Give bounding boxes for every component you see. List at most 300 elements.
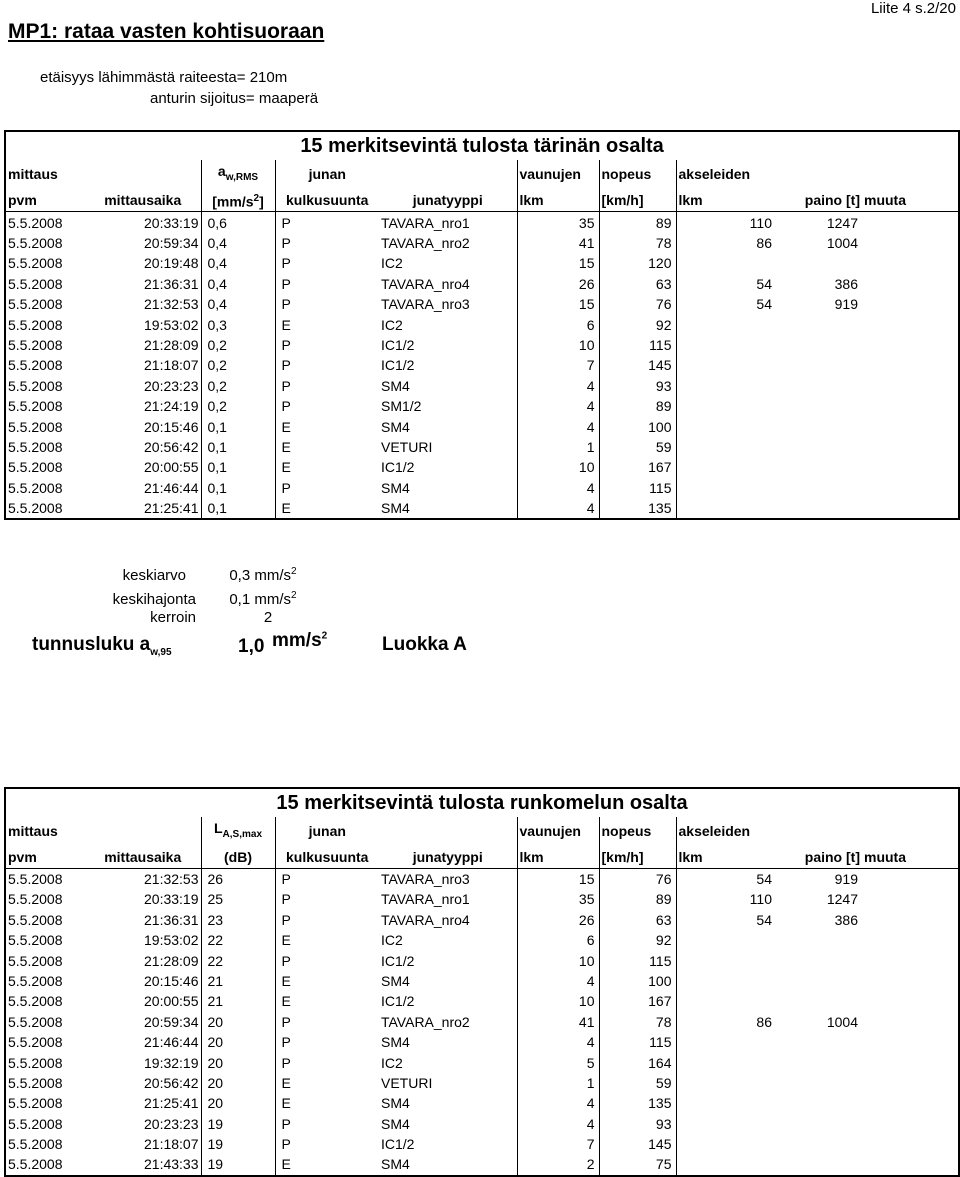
table-cell: 35 bbox=[517, 889, 599, 909]
header-cell: pvm bbox=[5, 189, 85, 212]
table-cell: 5.5.2008 bbox=[8, 1136, 63, 1153]
table-cell: TAVARA_nro2 bbox=[381, 235, 470, 252]
page-reference: Liite 4 s.2/20 bbox=[870, 0, 956, 17]
placement-info bbox=[150, 90, 318, 107]
table-cell: IC2 bbox=[381, 1054, 403, 1071]
table-row bbox=[5, 991, 959, 1011]
table-cell: 0,4 bbox=[201, 274, 275, 294]
key-figure-value: 1,0 bbox=[238, 636, 265, 657]
table-cell: 89 bbox=[599, 889, 676, 909]
table-cell: 10 bbox=[517, 991, 599, 1011]
header-cell: junatyyppi bbox=[379, 846, 517, 869]
table-cell bbox=[776, 950, 862, 970]
table-cell: 0,2 bbox=[201, 335, 275, 355]
table-cell: 100 bbox=[599, 971, 676, 991]
table-cell: 20 bbox=[201, 1012, 275, 1032]
table-cell: 4 bbox=[517, 396, 599, 416]
header-cell: lkm bbox=[517, 846, 599, 869]
table-cell: 5.5.2008 bbox=[8, 255, 63, 272]
table-cell bbox=[676, 376, 776, 396]
table-cell: SM4 bbox=[381, 972, 410, 989]
header-cell: pvm bbox=[5, 846, 85, 869]
header-cell: nopeus bbox=[599, 817, 676, 846]
table-cell: 26 bbox=[517, 910, 599, 930]
table-cell: P bbox=[275, 253, 379, 273]
table-cell: IC2 bbox=[381, 255, 403, 272]
table-cell: 86 bbox=[676, 233, 776, 253]
table-cell: 20:59:34 bbox=[144, 1013, 199, 1030]
table-cell: 5.5.2008 bbox=[8, 1013, 63, 1030]
table-cell: 20 bbox=[201, 1073, 275, 1093]
table-row bbox=[5, 910, 959, 930]
header-cell: muuta bbox=[862, 189, 959, 212]
table-cell: 386 bbox=[834, 275, 858, 292]
table-cell bbox=[862, 274, 959, 294]
table-cell: 20:15:46 bbox=[144, 418, 199, 435]
table-cell: 20:00:55 bbox=[144, 459, 199, 476]
header-cell: junan bbox=[275, 160, 379, 189]
table-cell: 19:53:02 bbox=[144, 932, 199, 949]
table-cell: 0,2 bbox=[201, 355, 275, 375]
header-cell bbox=[862, 817, 959, 846]
table-cell: 10 bbox=[517, 457, 599, 477]
table-cell: P bbox=[275, 910, 379, 930]
table-cell: 5.5.2008 bbox=[8, 316, 63, 333]
mean-unit: $mm/s^2$ bbox=[254, 566, 297, 584]
noise-header-row-2 bbox=[5, 846, 959, 869]
table-cell: 21:18:07 bbox=[144, 1136, 199, 1153]
table-cell bbox=[676, 396, 776, 416]
table-cell bbox=[676, 971, 776, 991]
table-cell bbox=[676, 1093, 776, 1113]
table-cell: P bbox=[275, 376, 379, 396]
table-cell: P bbox=[275, 233, 379, 253]
table-cell: P bbox=[275, 1113, 379, 1133]
table-cell bbox=[862, 1154, 959, 1175]
table-cell: 0,6 bbox=[201, 212, 275, 233]
table-cell bbox=[862, 212, 959, 233]
table-cell: 1004 bbox=[826, 1013, 858, 1030]
table-cell: 919 bbox=[834, 296, 858, 313]
table-row bbox=[5, 294, 959, 314]
table-cell: 5.5.2008 bbox=[8, 1034, 63, 1051]
noise-table bbox=[4, 787, 960, 1177]
table-cell: 21:46:44 bbox=[144, 1034, 199, 1051]
vibration-table bbox=[4, 130, 960, 520]
header-cell bbox=[776, 160, 862, 189]
table-cell bbox=[676, 1113, 776, 1133]
table-cell: TAVARA_nro2 bbox=[381, 1013, 470, 1030]
table-cell: SM4 bbox=[381, 1156, 410, 1173]
table-cell: IC1/2 bbox=[381, 1136, 415, 1153]
table-cell: 5.5.2008 bbox=[8, 418, 63, 435]
table-cell: 6 bbox=[517, 314, 599, 334]
table-cell: 21:25:41 bbox=[144, 500, 199, 517]
table-cell bbox=[862, 437, 959, 457]
table-cell bbox=[776, 314, 862, 334]
table-cell: 5.5.2008 bbox=[8, 972, 63, 989]
table-cell bbox=[676, 1154, 776, 1175]
table-cell: 5.5.2008 bbox=[8, 500, 63, 517]
table-row bbox=[5, 396, 959, 416]
table-cell: 21:46:44 bbox=[144, 479, 199, 496]
table-cell: 0,2 bbox=[201, 376, 275, 396]
header-cell: paino [t] bbox=[776, 846, 862, 869]
table-cell: 5.5.2008 bbox=[8, 1115, 63, 1132]
table-cell: 23 bbox=[201, 910, 275, 930]
table-cell: SM4 bbox=[381, 377, 410, 394]
table-cell: SM1/2 bbox=[381, 398, 422, 415]
header-cell: mittausaika bbox=[85, 846, 201, 869]
table-cell bbox=[676, 457, 776, 477]
table-cell bbox=[676, 1052, 776, 1072]
table-cell bbox=[862, 1052, 959, 1072]
table-cell bbox=[862, 1113, 959, 1133]
page-title: MP1: rataa vasten kohtisuoraan bbox=[8, 20, 325, 43]
table-cell: 22 bbox=[201, 930, 275, 950]
header-cell-aw: $a_{w,RMS}$ bbox=[201, 160, 275, 189]
table-cell: SM4 bbox=[381, 418, 410, 435]
table-cell: TAVARA_nro4 bbox=[381, 275, 470, 292]
table-cell bbox=[676, 498, 776, 519]
table-cell: IC1/2 bbox=[381, 952, 415, 969]
table-row bbox=[5, 253, 959, 273]
table-cell: VETURI bbox=[381, 438, 433, 455]
table-cell bbox=[862, 478, 959, 498]
table-cell: 5.5.2008 bbox=[8, 952, 63, 969]
table-cell: 0,4 bbox=[201, 294, 275, 314]
table-cell: P bbox=[275, 868, 379, 889]
table-cell: 63 bbox=[599, 274, 676, 294]
table-cell bbox=[862, 1012, 959, 1032]
table-cell: 21:32:53 bbox=[144, 296, 199, 313]
table-cell: 21:28:09 bbox=[144, 952, 199, 969]
table-cell: 78 bbox=[599, 233, 676, 253]
header-cell bbox=[379, 160, 517, 189]
table-cell: E bbox=[275, 437, 379, 457]
table-row bbox=[5, 233, 959, 253]
table-cell: 5.5.2008 bbox=[8, 235, 63, 252]
table-cell bbox=[776, 437, 862, 457]
table-cell: 115 bbox=[599, 335, 676, 355]
table-row bbox=[5, 1073, 959, 1093]
table-cell: 5.5.2008 bbox=[8, 296, 63, 313]
table-cell: 54 bbox=[676, 868, 776, 889]
table-cell: 54 bbox=[676, 294, 776, 314]
table-cell: 110 bbox=[676, 212, 776, 233]
table-cell: 115 bbox=[599, 1032, 676, 1052]
header-cell: lkm bbox=[676, 846, 776, 869]
table-row bbox=[5, 478, 959, 498]
table-row bbox=[5, 950, 959, 970]
table-cell bbox=[862, 1073, 959, 1093]
table-cell: E bbox=[275, 498, 379, 519]
table-row bbox=[5, 868, 959, 889]
table-row bbox=[5, 889, 959, 909]
vibration-header-row-2 bbox=[5, 189, 959, 212]
table-cell: TAVARA_nro4 bbox=[381, 911, 470, 928]
table-cell: P bbox=[275, 1052, 379, 1072]
table-cell: E bbox=[275, 1073, 379, 1093]
table-cell: SM4 bbox=[381, 500, 410, 517]
distance-value: 210m bbox=[249, 69, 288, 86]
summary-std bbox=[91, 590, 471, 608]
table-cell: 4 bbox=[517, 1032, 599, 1052]
table-cell: P bbox=[275, 1032, 379, 1052]
table-cell: 54 bbox=[676, 274, 776, 294]
table-cell: IC1/2 bbox=[381, 459, 415, 476]
table-cell: 20 bbox=[201, 1052, 275, 1072]
table-cell: VETURI bbox=[381, 1074, 433, 1091]
table-row bbox=[5, 314, 959, 334]
table-cell bbox=[776, 416, 862, 436]
table-cell: 21:32:53 bbox=[144, 870, 199, 887]
table-cell: 20:33:19 bbox=[144, 214, 199, 231]
table-cell bbox=[676, 478, 776, 498]
table-cell bbox=[776, 498, 862, 519]
class-label: Luokka A bbox=[382, 634, 467, 655]
table-row bbox=[5, 1134, 959, 1154]
table-cell bbox=[862, 1134, 959, 1154]
table-cell: 5.5.2008 bbox=[8, 1054, 63, 1071]
header-cell: paino [t] bbox=[776, 189, 862, 212]
table-cell bbox=[862, 1093, 959, 1113]
table-cell: TAVARA_nro3 bbox=[381, 296, 470, 313]
table-cell bbox=[676, 335, 776, 355]
table-cell: 115 bbox=[599, 478, 676, 498]
table-cell: 19:32:19 bbox=[144, 1054, 199, 1071]
table-cell: 92 bbox=[599, 314, 676, 334]
summary-factor bbox=[148, 609, 348, 626]
table-cell: 0,4 bbox=[201, 253, 275, 273]
table-cell: 63 bbox=[599, 910, 676, 930]
table-cell: 89 bbox=[599, 212, 676, 233]
table-cell bbox=[776, 1093, 862, 1113]
table-cell bbox=[776, 355, 862, 375]
table-cell: P bbox=[275, 396, 379, 416]
table-cell bbox=[676, 1073, 776, 1093]
table-cell: 167 bbox=[599, 457, 676, 477]
table-cell: 135 bbox=[599, 1093, 676, 1113]
header-cell: [km/h] bbox=[599, 189, 676, 212]
table-cell: 0,1 bbox=[201, 416, 275, 436]
table-cell bbox=[862, 889, 959, 909]
noise-header-row-1 bbox=[5, 817, 959, 846]
table-cell: 21:28:09 bbox=[144, 336, 199, 353]
table-cell: P bbox=[275, 950, 379, 970]
table-row bbox=[5, 930, 959, 950]
header-cell bbox=[85, 817, 201, 846]
table-row bbox=[5, 274, 959, 294]
table-cell: 15 bbox=[517, 294, 599, 314]
table-cell: 7 bbox=[517, 355, 599, 375]
header-cell: kulkusuunta bbox=[275, 189, 379, 212]
table-cell bbox=[776, 396, 862, 416]
table-cell: 1 bbox=[517, 1073, 599, 1093]
table-cell bbox=[776, 376, 862, 396]
table-cell: 20:15:46 bbox=[144, 972, 199, 989]
table-cell: 21:25:41 bbox=[144, 1095, 199, 1112]
table-cell bbox=[862, 1032, 959, 1052]
header-cell: kulkusuunta bbox=[275, 846, 379, 869]
table-cell: 21 bbox=[201, 971, 275, 991]
table-cell: 21:36:31 bbox=[144, 911, 199, 928]
table-cell: 26 bbox=[201, 868, 275, 889]
table-cell: 20:23:23 bbox=[144, 377, 199, 394]
header-cell bbox=[379, 817, 517, 846]
table-cell bbox=[676, 1134, 776, 1154]
table-cell: 4 bbox=[517, 478, 599, 498]
distance-info bbox=[40, 69, 287, 86]
table-cell: 120 bbox=[599, 253, 676, 273]
table-cell: 19:53:02 bbox=[144, 316, 199, 333]
table-row bbox=[5, 971, 959, 991]
table-cell: 92 bbox=[599, 930, 676, 950]
table-cell: 35 bbox=[517, 212, 599, 233]
table-cell bbox=[862, 498, 959, 519]
table-cell bbox=[862, 930, 959, 950]
header-cell: lkm bbox=[517, 189, 599, 212]
table-cell: 5.5.2008 bbox=[8, 911, 63, 928]
table-cell: 0,2 bbox=[201, 396, 275, 416]
table-cell: 10 bbox=[517, 950, 599, 970]
table-cell: 21:18:07 bbox=[144, 357, 199, 374]
table-cell: 54 bbox=[676, 910, 776, 930]
table-row bbox=[5, 457, 959, 477]
header-cell: vaunujen bbox=[517, 817, 599, 846]
noise-table-title: 15 merkitsevintä tulosta runkomelun osalta bbox=[276, 792, 688, 814]
table-cell bbox=[862, 457, 959, 477]
header-cell-unit: $[mm/s^2]$ bbox=[201, 189, 275, 212]
table-row bbox=[5, 437, 959, 457]
table-cell bbox=[862, 294, 959, 314]
header-cell: mittaus bbox=[8, 166, 58, 183]
table-cell: 386 bbox=[834, 911, 858, 928]
table-cell: 110 bbox=[676, 889, 776, 909]
table-cell: 78 bbox=[599, 1012, 676, 1032]
std-value: 0,1 bbox=[229, 591, 251, 608]
header-cell: [km/h] bbox=[599, 846, 676, 869]
table-cell: 919 bbox=[834, 870, 858, 887]
table-cell: 22 bbox=[201, 950, 275, 970]
std-label: keskihajonta bbox=[112, 591, 196, 608]
table-cell: P bbox=[275, 1012, 379, 1032]
table-cell: 5.5.2008 bbox=[8, 479, 63, 496]
placement-label: anturin sijoitus= bbox=[150, 90, 255, 107]
table-cell: 20:00:55 bbox=[144, 993, 199, 1010]
header-cell: akseleiden bbox=[676, 817, 776, 846]
header-cell: mittausaika bbox=[85, 189, 201, 212]
table-cell bbox=[676, 437, 776, 457]
table-cell bbox=[776, 1134, 862, 1154]
header-cell bbox=[862, 160, 959, 189]
table-cell: 5.5.2008 bbox=[8, 398, 63, 415]
table-cell: IC1/2 bbox=[381, 357, 415, 374]
table-cell: 4 bbox=[517, 1113, 599, 1133]
table-cell bbox=[862, 910, 959, 930]
table-cell: 115 bbox=[599, 950, 676, 970]
header-cell: junan bbox=[275, 817, 379, 846]
table-cell: P bbox=[275, 274, 379, 294]
header-cell: lkm bbox=[676, 189, 776, 212]
table-cell: 21:43:33 bbox=[144, 1156, 199, 1173]
header-cell: junatyyppi bbox=[379, 189, 517, 212]
header-cell: akseleiden bbox=[676, 160, 776, 189]
table-cell bbox=[862, 396, 959, 416]
header-cell bbox=[85, 160, 201, 189]
table-row bbox=[5, 1032, 959, 1052]
table-cell: 1 bbox=[517, 437, 599, 457]
table-cell: P bbox=[275, 335, 379, 355]
table-cell bbox=[862, 253, 959, 273]
table-cell bbox=[676, 950, 776, 970]
table-cell: E bbox=[275, 457, 379, 477]
table-cell: P bbox=[275, 478, 379, 498]
table-cell bbox=[776, 253, 862, 273]
table-cell: 167 bbox=[599, 991, 676, 1011]
table-cell: E bbox=[275, 971, 379, 991]
table-cell: IC1/2 bbox=[381, 336, 415, 353]
table-cell: P bbox=[275, 889, 379, 909]
vibration-header-row-1 bbox=[5, 160, 959, 189]
table-cell bbox=[862, 971, 959, 991]
table-cell bbox=[776, 1032, 862, 1052]
table-cell: TAVARA_nro3 bbox=[381, 870, 470, 887]
table-cell: 59 bbox=[599, 437, 676, 457]
table-cell: 1247 bbox=[826, 214, 858, 231]
table-cell: 0,4 bbox=[201, 233, 275, 253]
table-cell: 5.5.2008 bbox=[8, 891, 63, 908]
table-cell: 4 bbox=[517, 1093, 599, 1113]
header-cell: mittaus bbox=[8, 823, 58, 840]
table-cell: 93 bbox=[599, 376, 676, 396]
table-cell: 25 bbox=[201, 889, 275, 909]
table-cell: 4 bbox=[517, 376, 599, 396]
table-cell bbox=[862, 868, 959, 889]
table-cell: 59 bbox=[599, 1073, 676, 1093]
table-cell: 0,1 bbox=[201, 498, 275, 519]
key-figure-unit: $mm/s^2$ bbox=[272, 630, 328, 651]
table-row bbox=[5, 498, 959, 519]
table-cell: 20:56:42 bbox=[144, 438, 199, 455]
table-cell bbox=[862, 416, 959, 436]
table-cell: 4 bbox=[517, 498, 599, 519]
table-cell: 2 bbox=[517, 1154, 599, 1175]
header-cell-laf: $L_{A,S,max}$ bbox=[201, 817, 275, 846]
table-cell: P bbox=[275, 355, 379, 375]
table-cell bbox=[776, 971, 862, 991]
table-cell: 21:24:19 bbox=[144, 398, 199, 415]
table-cell bbox=[776, 1073, 862, 1093]
table-cell: 145 bbox=[599, 1134, 676, 1154]
table-cell: 6 bbox=[517, 930, 599, 950]
table-cell: 19 bbox=[201, 1154, 275, 1175]
table-cell bbox=[676, 930, 776, 950]
table-cell: 5.5.2008 bbox=[8, 1074, 63, 1091]
vibration-table-title: 15 merkitsevintä tulosta tärinän osalta bbox=[300, 135, 664, 157]
table-cell: 135 bbox=[599, 498, 676, 519]
mean-label: keskiarvo bbox=[122, 567, 186, 584]
table-cell: 86 bbox=[676, 1012, 776, 1032]
table-cell: 20 bbox=[201, 1093, 275, 1113]
table-cell bbox=[676, 355, 776, 375]
table-row bbox=[5, 1113, 959, 1133]
table-cell: TAVARA_nro1 bbox=[381, 891, 470, 908]
table-row bbox=[5, 376, 959, 396]
table-cell bbox=[862, 376, 959, 396]
table-cell bbox=[676, 991, 776, 1011]
table-cell: 75 bbox=[599, 1154, 676, 1175]
